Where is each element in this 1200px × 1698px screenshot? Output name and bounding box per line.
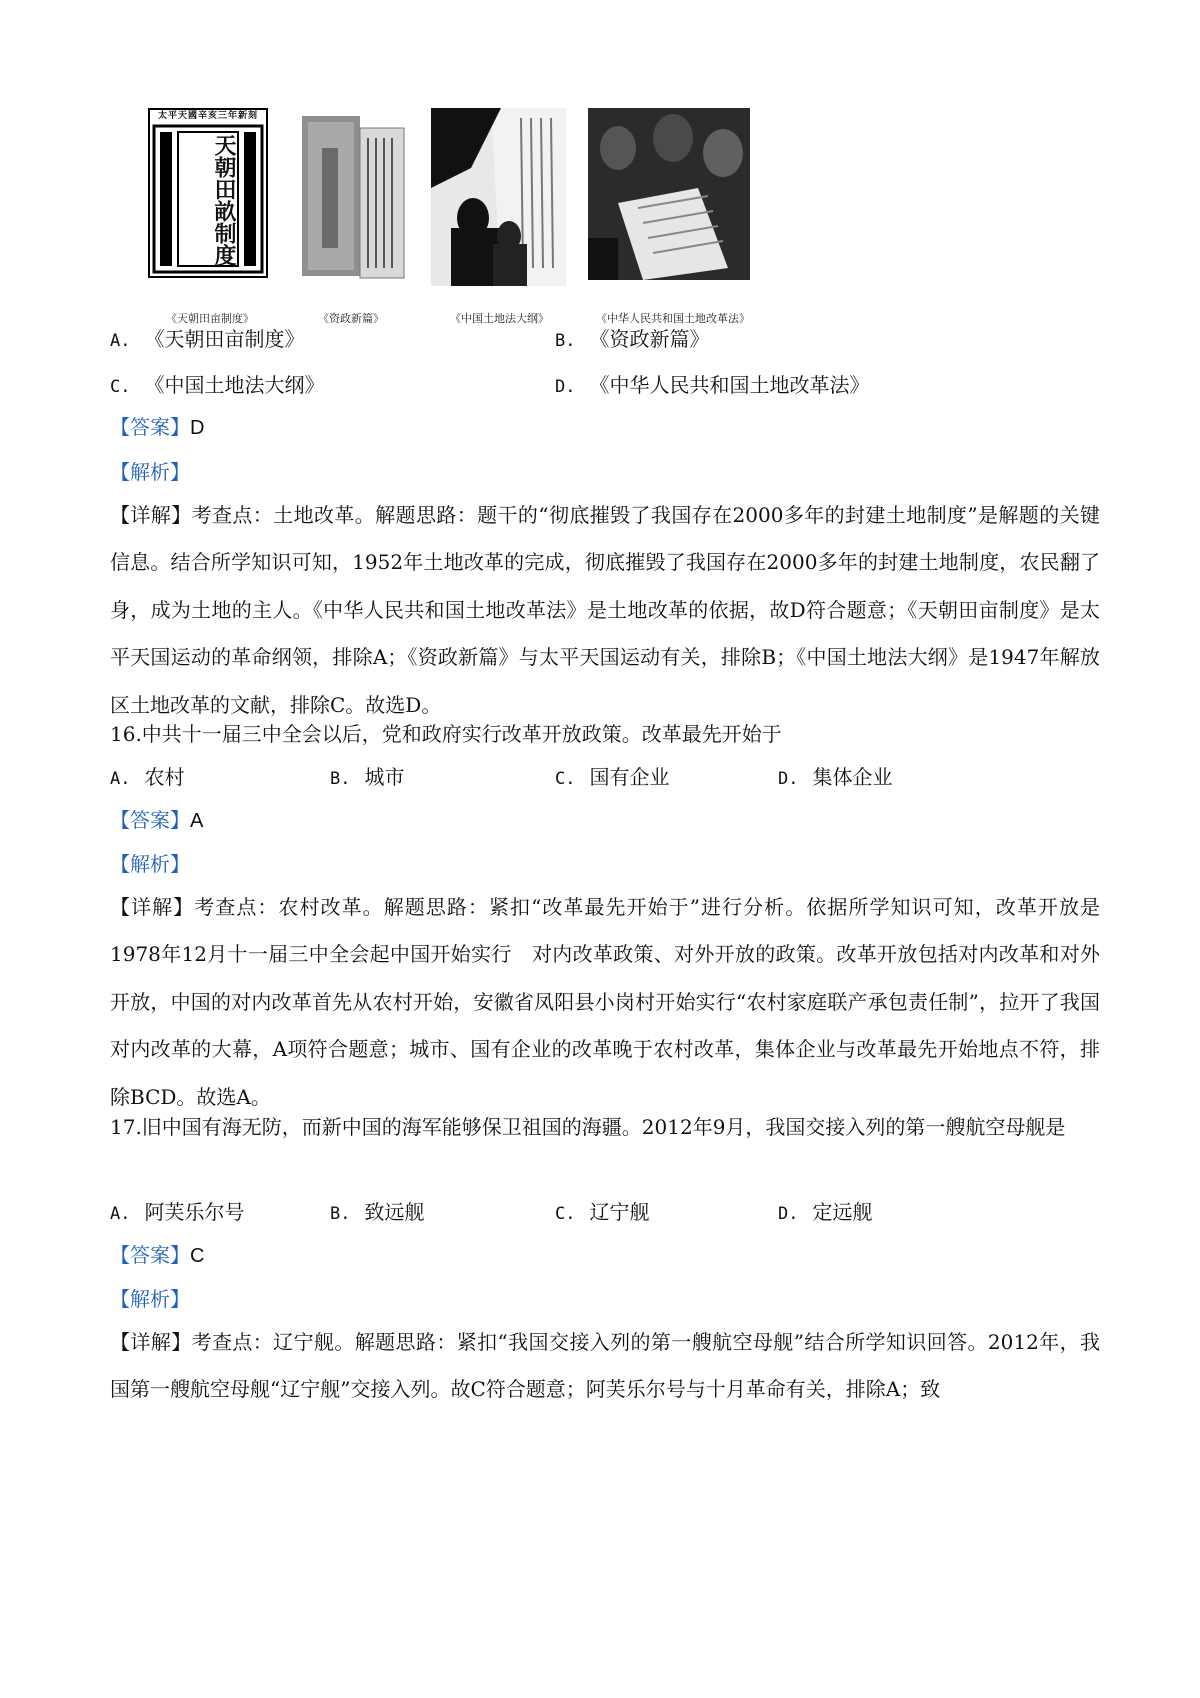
figure-caption-1: 《天朝田亩制度》 [166, 312, 254, 325]
q15-analysis-label: 【解析】 [110, 460, 190, 484]
q17-option-b: B. 致远舰 [330, 1200, 425, 1224]
figure-tianchao-top-text: 太平天國辛亥三年新刻 [157, 111, 258, 121]
figure-caption-3: 《中国土地法大纲》 [450, 312, 549, 325]
figure-tudi-dagang-image [431, 108, 566, 286]
q16-option-b: B. 城市 [330, 765, 405, 789]
q17-option-d: D. 定远舰 [778, 1200, 873, 1224]
q15-option-a: A. 《天朝田亩制度》 [110, 327, 305, 351]
figure-tudi-gaigefa [588, 108, 750, 280]
q16-answer: 【答案】A [110, 808, 204, 832]
figure-tudi-dagang [431, 108, 566, 286]
figure-caption-4: 《中华人民共和国土地改革法》 [596, 312, 750, 325]
q17-answer: 【答案】C [110, 1243, 205, 1267]
q17-detail: 【详解】考查点：辽宁舰。解题思路：紧扣“我国交接入列的第一艘航空母舰”结合所学知识回答。2012年，我国第一艘航空母舰“辽宁舰”交接入列。故C符合题意；阿芙乐尔号与十月革命有关，排除A；致 [110, 1330, 1100, 1402]
figure-zizheng-image [298, 108, 408, 283]
figure-tianchao-title: 天朝田畝制度 [211, 134, 236, 266]
q15-option-c: C. 《中国土地法大纲》 [110, 373, 325, 397]
q16-option-a: A. 农村 [110, 765, 185, 789]
q16-analysis-label: 【解析】 [110, 852, 190, 876]
q17-option-c: C. 辽宁舰 [555, 1200, 650, 1224]
q17-stem: 17.旧中国有海无防，而新中国的海军能够保卫祖国的海疆。2012年9月，我国交接入列的第一艘航空母舰是 [110, 1115, 1066, 1139]
q16-detail: 【详解】考查点：农村改革。解题思路：紧扣“改革最先开始于”进行分析。依据所学知识可知，改革开放是1978年12月十一届三中全会起中国开始实行 对内改革政策、对外开放的政策。改革开放包括对内改革和对外开放，中国的对内改革首先从农村开始，安徽省凤阳县小岗村开始实行“农村家庭联产承包责任制”，拉开了我国对内改革的大幕，A项符合题意；城市、国有企业的改革晚于农村改革，集体企业与改革最先开始地点不符，排除BCD。故选A。 [110, 895, 1100, 1109]
q16-stem: 16.中共十一届三中全会以后，党和政府实行改革开放政策。改革最先开始于 [110, 722, 782, 746]
q15-option-b: B. 《资政新篇》 [555, 327, 710, 351]
figure-tianchao-tianmu [148, 108, 268, 278]
q15-detail: 【详解】考查点：土地改革。解题思路：题干的“彻底摧毁了我国存在2000多年的封建土地制度”是解题的关键信息。结合所学知识可知，1952年土地改革的完成，彻底摧毁了我国存在2000多年的封建土地制度，农民翻了身，成为土地的主人。《中华人民共和国土地改革法》是土地改革的依据，故D符合题意；《天朝田亩制度》是太平天国运动的革命纲领，排除A；《资政新篇》与太平天国运动有关，排除B；《中国土地法大纲》是1947年解放区土地改革的文献，排除C。故选D。 [110, 503, 1100, 717]
figure-caption-2: 《资政新篇》 [318, 312, 384, 325]
figure-tudi-gaigefa-image [588, 108, 750, 280]
q17-option-a: A. 阿芙乐尔号 [110, 1200, 245, 1224]
figure-strip [148, 108, 828, 328]
q16-option-c: C. 国有企业 [555, 765, 670, 789]
figure-zizheng-xinpian [298, 108, 408, 283]
q15-option-d: D. 《中华人民共和国土地改革法》 [555, 373, 870, 397]
q16-option-d: D. 集体企业 [778, 765, 893, 789]
q17-analysis-label: 【解析】 [110, 1287, 190, 1311]
q15-answer: 【答案】D [110, 415, 205, 439]
